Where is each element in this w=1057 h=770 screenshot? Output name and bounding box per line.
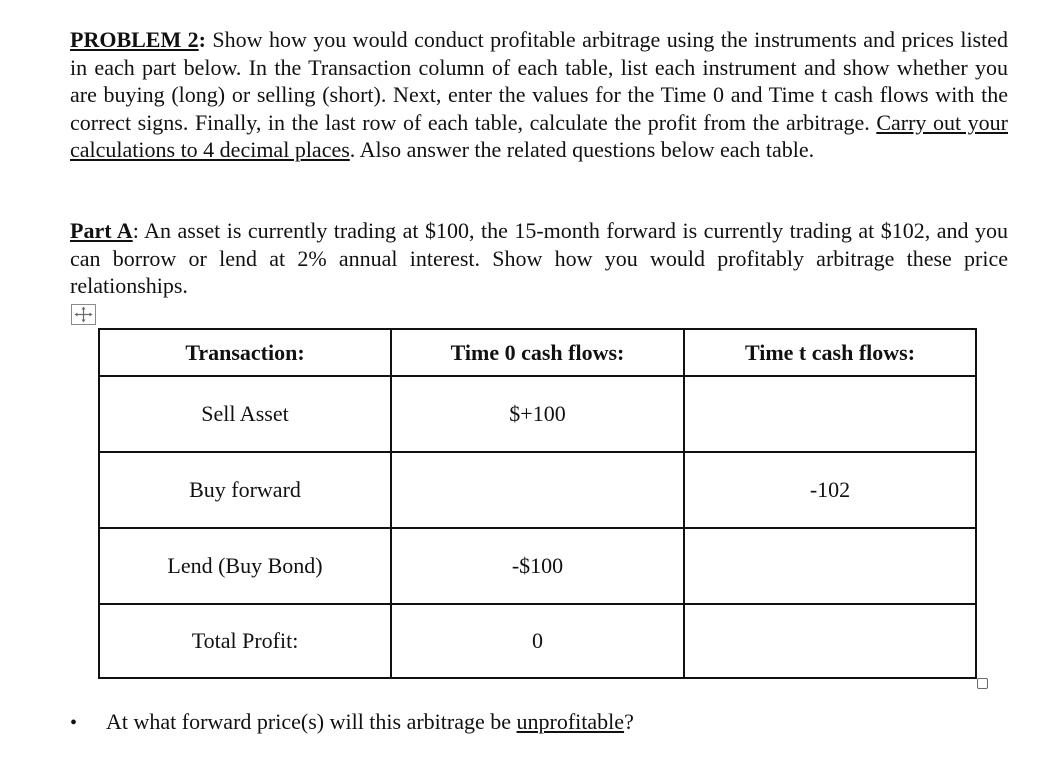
- arbitrage-table: [98, 328, 977, 679]
- related-question: [70, 707, 634, 737]
- problem-underlined-instruction: Carry out your calculations to 4 decimal places: [70, 109, 1008, 162]
- table-row: [99, 528, 976, 604]
- cell-transaction[interactable]: Lend (Buy Bond): [99, 528, 391, 604]
- header-timet: Time t cash flows:: [684, 329, 976, 376]
- table-header-row: [99, 329, 976, 376]
- problem-text-1: Show how you would conduct profitable arbitrage using the instruments and prices listed in each part below. In the Transaction column of each table, list each instrument and show whether you are buying (long) or selling (short). Next, enter the values for the Time 0 and Time t cash flows with the correct signs. Finally, in the last row of each table, calculate the profit from the arbitrage.: [70, 27, 1008, 135]
- problem-label: PROBLEM 2: [70, 27, 199, 52]
- part-a-text: An asset is currently trading at $100, the 15-month forward is currently trading at $102, and you can borrow or lend at 2% annual interest. Show how you would profitably arbitrage these price relationships.: [70, 218, 1009, 298]
- cell-transaction[interactable]: Sell Asset: [99, 376, 391, 452]
- header-time0: Time 0 cash flows:: [391, 329, 684, 376]
- header-transaction: Transaction:: [99, 329, 391, 376]
- question-underlined: unprofitable: [516, 709, 625, 734]
- cell-timet[interactable]: [684, 376, 976, 452]
- cell-timet[interactable]: -102: [684, 452, 976, 528]
- total-profit-time0[interactable]: 0: [391, 604, 684, 678]
- cell-timet[interactable]: [684, 528, 976, 604]
- bullet-icon: •: [70, 712, 78, 734]
- part-a-colon: :: [132, 218, 139, 243]
- cell-transaction[interactable]: Buy forward: [99, 452, 391, 528]
- cell-time0[interactable]: [391, 452, 684, 528]
- question-text-1: At what forward price(s) will this arbitrage be: [106, 709, 517, 734]
- total-profit-label: Total Profit:: [99, 604, 391, 678]
- total-profit-row: [99, 604, 976, 678]
- table-row: [99, 452, 976, 528]
- problem-colon: :: [198, 27, 206, 52]
- problem-text-2: . Also answer the related questions below each table.: [349, 137, 815, 162]
- cell-time0[interactable]: $+100: [391, 376, 684, 452]
- total-profit-timet[interactable]: [684, 604, 976, 678]
- resize-handle-icon[interactable]: [977, 678, 988, 689]
- part-a-description: [70, 217, 1008, 300]
- move-arrows-icon[interactable]: [71, 304, 96, 325]
- table-row: [99, 376, 976, 452]
- part-a-label: Part A: [70, 218, 133, 243]
- problem-instructions: [70, 26, 1008, 164]
- cell-time0[interactable]: -$100: [391, 528, 684, 604]
- question-text-2: ?: [624, 709, 634, 734]
